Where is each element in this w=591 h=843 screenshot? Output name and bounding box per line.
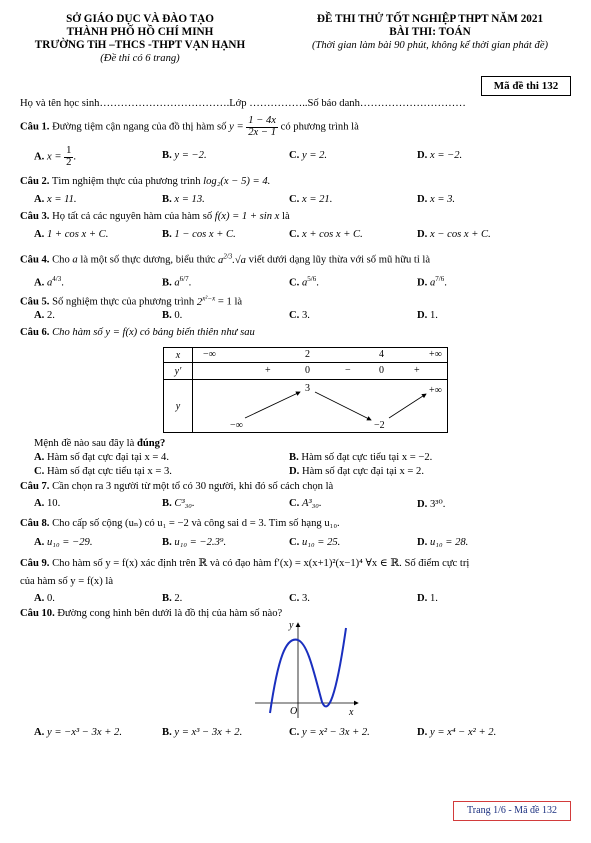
q10-option-d[interactable]: D. y = x⁴ − x² + 2. bbox=[417, 727, 497, 738]
graph-y-label: y bbox=[289, 620, 294, 631]
q9-option-d[interactable]: D. 1. bbox=[417, 593, 438, 604]
q9-option-a[interactable]: A. 0. bbox=[34, 593, 55, 604]
page-footer-box bbox=[453, 801, 571, 821]
q2-option-c[interactable]: C. x = 21. bbox=[289, 194, 333, 205]
q5-option-b[interactable]: B. 0. bbox=[162, 310, 183, 321]
graph-origin-label: O bbox=[290, 706, 298, 717]
curve bbox=[270, 628, 346, 713]
q4-option-c[interactable]: C. $a^{5/6}$. bbox=[289, 275, 319, 289]
question-4: Câu 4. Cho a là một số thực dương, biểu thức $a^{2/3}.√a$ viết dưới dạng lũy thừa với số mũ hữu tỉ là bbox=[20, 252, 431, 266]
q1-option-c[interactable]: C. y = 2. bbox=[289, 150, 328, 161]
q8-option-d[interactable]: D. u₁₀ = 28. bbox=[417, 537, 469, 548]
page-count-note: (Đề thi có 6 trang) bbox=[100, 53, 180, 64]
exam-time-note: (Thời gian làm bài 90 phút, không kể thời gian phát đề) bbox=[311, 40, 549, 51]
student-info-line: Họ và tên học sinh……………………………….Lớp ……………..Số báo danh………………………… bbox=[20, 98, 466, 109]
q5-option-a[interactable]: A. 2. bbox=[34, 310, 55, 321]
q6-option-d[interactable]: D. Hàm số đạt cực đại tại x = 2. bbox=[289, 466, 425, 477]
exam-code: Mã đề thi 132 bbox=[493, 80, 559, 92]
q10-option-b[interactable]: B. y = x³ − 3x + 2. bbox=[162, 727, 243, 738]
q2-option-a[interactable]: A. x = 11. bbox=[34, 194, 77, 205]
q10-option-c[interactable]: C. y = x² − 3x + 2. bbox=[289, 727, 370, 738]
q1-option-b[interactable]: B. y = −2. bbox=[162, 150, 207, 161]
q4-option-d[interactable]: D. $a^{7/6}$. bbox=[417, 275, 447, 289]
q3-option-c[interactable]: C. x + cos x + C. bbox=[289, 229, 363, 240]
q1-option-d[interactable]: D. x = −2. bbox=[417, 150, 463, 161]
q1-option-a[interactable]: A. x = $\frac{1}{2}$ . bbox=[34, 145, 77, 168]
q7-option-c[interactable]: C. A³₃₀. bbox=[289, 498, 322, 509]
q5-option-c[interactable]: C. 3. bbox=[289, 310, 310, 321]
q3-option-b[interactable]: B. 1 − cos x + C. bbox=[162, 229, 236, 240]
q9-option-b[interactable]: B. 2. bbox=[162, 593, 183, 604]
page-footer: Trang 1/6 - Mã đề 132 bbox=[467, 805, 557, 816]
city-name: THÀNH PHỐ HỒ CHÍ MINH bbox=[66, 26, 214, 38]
question-2: Câu 2. Tìm nghiệm thực của phương trình log₂(x − 5) = 4. bbox=[20, 176, 271, 187]
q3-option-a[interactable]: A. 1 + cos x + C. bbox=[34, 229, 109, 240]
cubic-graph bbox=[250, 618, 365, 723]
q9-option-c[interactable]: C. 3. bbox=[289, 593, 310, 604]
q7-option-d[interactable]: D. 3³⁰. bbox=[417, 499, 446, 510]
question-1: Câu 1. Đường tiệm cận ngang của đồ thị hàm số y = $\frac{1 - 4x}{2x - 1}$ có phương trình là bbox=[20, 115, 359, 138]
q2-option-d[interactable]: D. x = 3. bbox=[417, 194, 456, 205]
question-10: Câu 10. Đường cong hình bên dưới là đồ thị của hàm số nào? bbox=[20, 608, 283, 619]
q6-option-b[interactable]: B. Hàm số đạt cực tiểu tại x = −2. bbox=[289, 452, 433, 463]
q8-option-b[interactable]: B. u₁₀ = −2.3⁹. bbox=[162, 537, 227, 548]
q3-option-d[interactable]: D. x − cos x + C. bbox=[417, 229, 491, 240]
q7-option-b[interactable]: B. C³₃₀. bbox=[162, 498, 195, 509]
school-name: TRƯỜNG TiH –THCS -THPT VẠN HẠNH bbox=[34, 39, 246, 51]
exam-title: ĐỀ THI THỬ TỐT NGHIỆP THPT NĂM 2021 bbox=[316, 13, 544, 25]
q5-option-d[interactable]: D. 1. bbox=[417, 310, 438, 321]
question-9-cont: của hàm số y = f(x) là bbox=[20, 576, 114, 587]
question-3: Câu 3. Họ tất cả các nguyên hàm của hàm số f(x) = 1 + sin x là bbox=[20, 211, 290, 222]
question-5: Câu 5. Số nghiệm thực của phương trình $2^{x^2-x} = 1$ là bbox=[20, 294, 243, 308]
q4-option-b[interactable]: B. $a^{6/7}$. bbox=[162, 275, 192, 289]
question-8: Câu 8. Cho cấp số cộng (uₙ) có u₁ = −2 và công sai d = 3. Tìm số hạng u₁₀. bbox=[20, 518, 340, 529]
q6-option-a[interactable]: A. Hàm số đạt cực đại tại x = 4. bbox=[34, 452, 170, 463]
q6-ask: Mệnh đề nào sau đây là đúng? bbox=[34, 438, 166, 449]
question-7: Câu 7. Cần chọn ra 3 người từ một tổ có 30 người, khi đó số cách chọn là bbox=[20, 481, 334, 492]
q4-option-a[interactable]: A. $a^{4/3}$. bbox=[34, 275, 64, 289]
q2-option-b[interactable]: B. x = 13. bbox=[162, 194, 205, 205]
variation-table: x −∞ 2 4 +∞ y′ + 0 − 0 + y 3 +∞ −∞ −2 bbox=[163, 347, 448, 433]
q8-option-c[interactable]: C. u₁₀ = 25. bbox=[289, 537, 341, 548]
graph-x-label: x bbox=[349, 707, 354, 718]
exam-subject: BÀI THI: TOÁN bbox=[389, 26, 471, 38]
question-9: Câu 9. Cho hàm số y = f(x) xác định trên ℝ và có đạo hàm f′(x) = x(x+1)²(x−1)⁴ ∀x ∈ ℝ. Số điểm cực trị bbox=[20, 558, 470, 569]
q10-option-a[interactable]: A. y = −x³ − 3x + 2. bbox=[34, 727, 122, 738]
q6-option-c[interactable]: C. Hàm số đạt cực tiểu tại x = 3. bbox=[34, 466, 172, 477]
q8-option-a[interactable]: A. u₁₀ = −29. bbox=[34, 537, 93, 548]
q7-option-a[interactable]: A. 10. bbox=[34, 498, 61, 509]
dept-name: SỞ GIÁO DỤC VÀ ĐÀO TẠO bbox=[66, 13, 214, 25]
question-6: Câu 6. Cho hàm số y = f(x) có bảng biến thiên như sau bbox=[20, 327, 255, 338]
exam-code-box bbox=[481, 76, 571, 96]
